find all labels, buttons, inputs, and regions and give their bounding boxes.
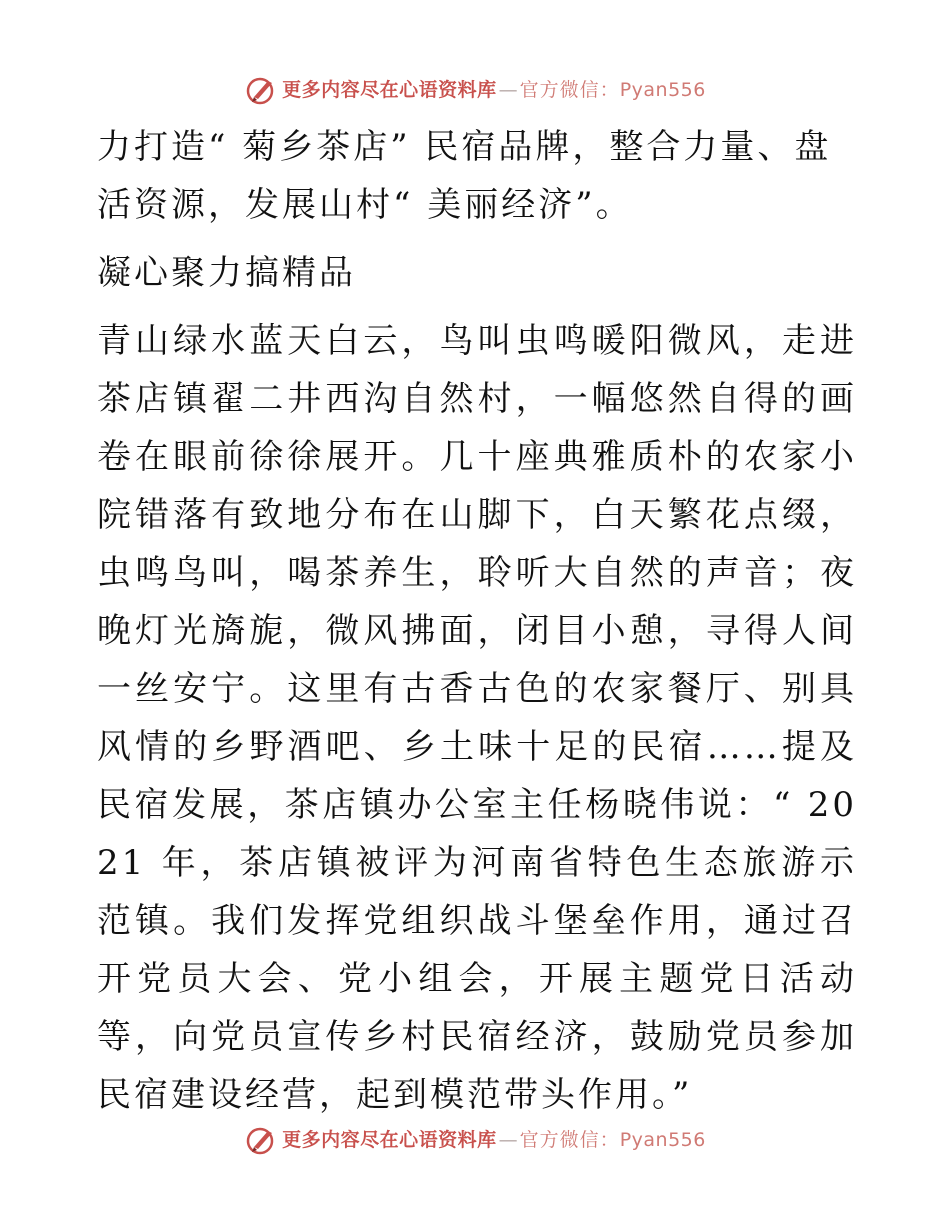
banner-wechat-id: Pyan556 bbox=[619, 1128, 706, 1151]
footer-banner bbox=[0, 1120, 950, 1160]
banner-wechat-id: Pyan556 bbox=[619, 78, 706, 101]
document-body bbox=[97, 118, 857, 1124]
banner-separator: — bbox=[498, 1128, 518, 1151]
banner-separator: — bbox=[498, 78, 518, 101]
section-heading: 凝心聚力搞精品 bbox=[97, 253, 356, 293]
header-banner bbox=[0, 70, 950, 110]
banner-wechat-label: 官方微信： bbox=[519, 78, 620, 101]
banner-title: 更多内容尽在心语资料库 bbox=[282, 78, 497, 101]
banner-title: 更多内容尽在心语资料库 bbox=[282, 1128, 497, 1151]
paragraph-intro: 力打造“ 菊乡茶店” 民宿品牌，整合力量、盘活资源，发展山村“ 美丽经济”。 bbox=[97, 127, 832, 225]
pen-logo-icon bbox=[244, 1123, 278, 1157]
banner-wechat-label: 官方微信： bbox=[519, 1128, 620, 1151]
paragraph-main: 青山绿水蓝天白云，鸟叫虫鸣暖阳微风，走进茶店镇翟二井西沟自然村，一幅悠然自得的画卷在眼前徐徐展开。几十座典雅质朴的农家小院错落有致地分布在山脚下，白天繁花点缀，虫鸣鸟叫，喝茶养生，聆听大自然的声音；夜晚灯光旖旎，微风拂面，闭目小憩，寻得人间一丝安宁。这里有古香古色的农家餐厅、别具风情的乡野酒吧、乡土味十足的民宿……提及民宿发展，茶店镇办公室主任杨晓伟说：“ 2021 年，茶店镇被评为河南省特色生态旅游示范镇。我们发挥党组织战斗堡垒作用，通过召开党员大会、党小组会，开展主题党日活动等，向党员宣传乡村民宿经济，鼓励党员参加民宿建设经营，起到模范带头作用。” bbox=[97, 321, 857, 1115]
pen-logo-icon bbox=[244, 73, 278, 107]
